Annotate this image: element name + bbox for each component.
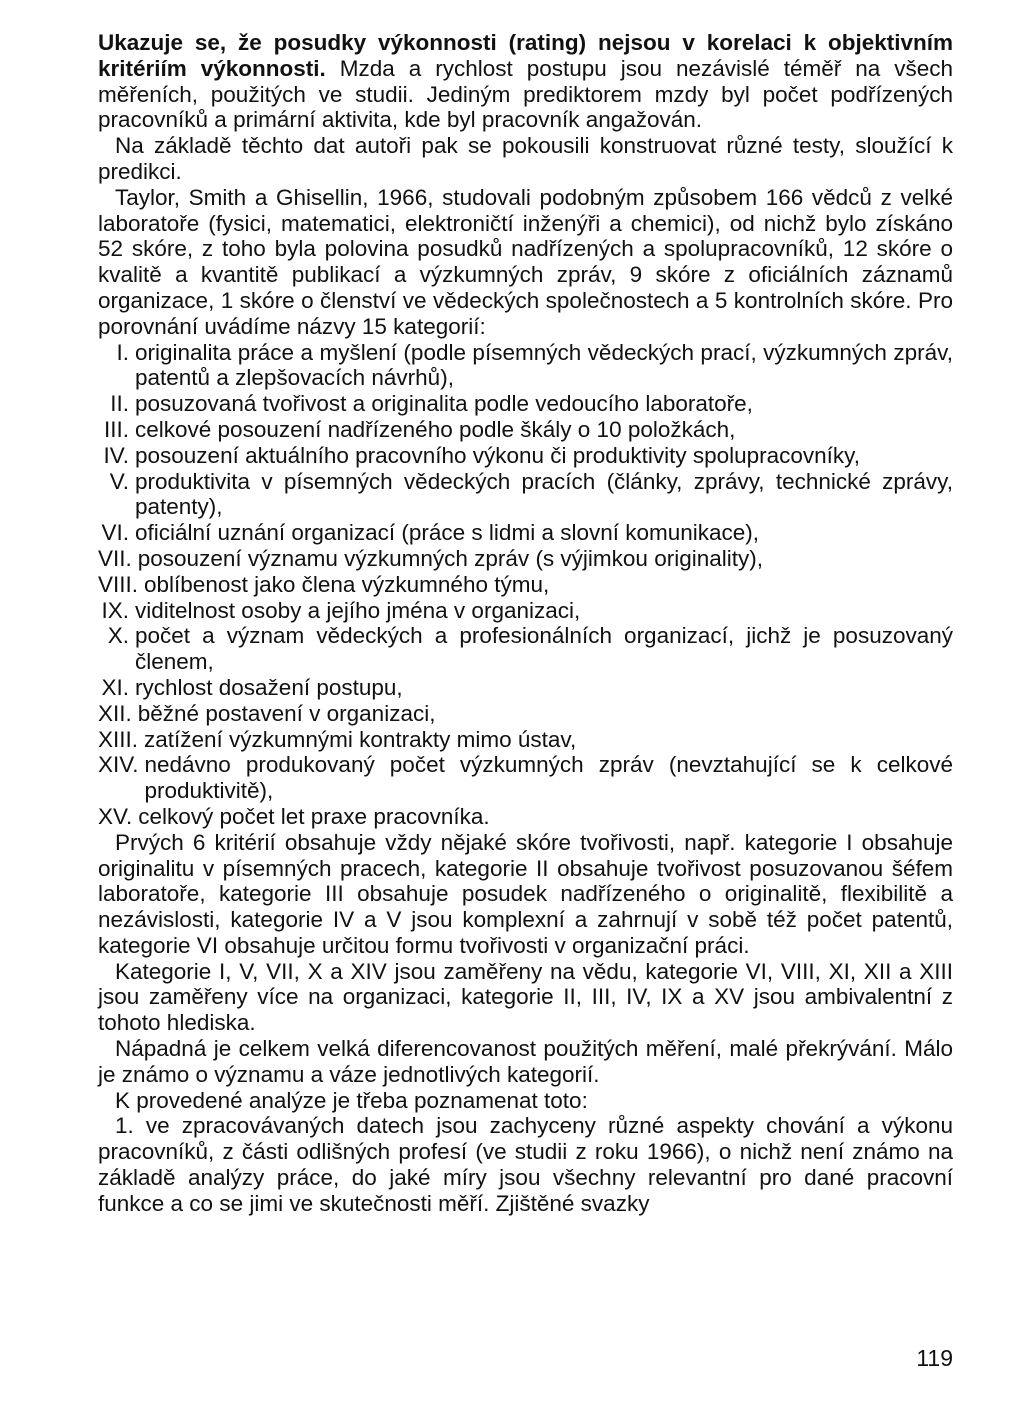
category-number: XI.	[101, 674, 129, 700]
category-number: IV.	[103, 442, 129, 468]
category-number: XV.	[98, 803, 133, 829]
category-number: IX.	[101, 597, 129, 623]
category-item	[98, 443, 953, 469]
paragraph-point-one: 1. ve zpracovávaných datech jsou zachyceny různé aspekty chování a výkonu pracovníků, z části odlišných profesí (ve studii z roku 1966), o nichž není známo na základě analýzy práce, do jaké míry jsou všechny relevantní pro dané pracovní funkce a co se jimi ve skutečnosti měří. Zjištěné svazky	[98, 1113, 953, 1216]
category-number: XII.	[98, 700, 132, 726]
category-number: VI.	[101, 520, 129, 546]
category-number: VII.	[98, 545, 132, 571]
category-text: počet a význam vědeckých a profesionálních organizací, jichž je posuzovaný členem,	[135, 623, 953, 675]
category-text: celkové posouzení nadřízeného podle škály o 10 položkách,	[135, 416, 736, 442]
category-number: I.	[116, 339, 129, 365]
category-text: rychlost dosažení postupu,	[135, 674, 403, 700]
category-item	[98, 546, 953, 572]
category-item	[98, 623, 953, 675]
category-item	[98, 752, 953, 804]
paragraph-category-groups: Kategorie I, V, VII, X a XIV jsou zaměřeny na vědu, kategorie VI, VIII, XI, XII a XIII jsou zaměřeny více na organizaci, kategorie II, III, IV, IX a XV jsou ambivalentní z tohoto hlediska.	[98, 958, 953, 1036]
category-list	[98, 340, 953, 830]
category-item	[98, 391, 953, 417]
category-text: nedávno produkovaný počet výzkumných zpráv (nevztahující se k celkové produktivitě),	[144, 752, 953, 804]
category-item	[98, 675, 953, 701]
category-text: oblíbenost jako člena výzkumného týmu,	[144, 571, 550, 597]
category-item	[98, 340, 953, 392]
paragraph-prediction: Na základě těchto dat autoři pak se pokousili konstruovat různé testy, sloužící k predikci.	[98, 133, 953, 184]
category-text: posouzení aktuálního pracovního výkonu či produktivity spolupracovníky,	[135, 442, 860, 468]
page-number: 119	[916, 1345, 953, 1371]
category-text: posouzení významu výzkumných zpráv (s výjimkou originality),	[137, 545, 763, 571]
page-text-block	[98, 30, 953, 1217]
category-number: III.	[103, 416, 129, 442]
category-number: XIV.	[98, 752, 139, 778]
category-item	[98, 598, 953, 624]
category-number: II.	[110, 391, 129, 417]
category-number: X.	[107, 623, 129, 649]
category-item	[98, 572, 953, 598]
category-item	[98, 727, 953, 753]
category-item	[98, 469, 953, 521]
category-text: posuzovaná tvořivost a originalita podle vedoucího laboratoře,	[135, 391, 753, 417]
category-item	[98, 520, 953, 546]
category-item	[98, 417, 953, 443]
category-text: celkový počet let praxe pracovníka.	[138, 803, 490, 829]
category-text: zatížení výzkumnými kontrakty mimo ústav,	[144, 726, 577, 752]
category-text: originalita práce a myšlení (podle písemných vědeckých prací, výzkumných zpráv, patentů a zlepšovacích návrhů),	[135, 339, 953, 391]
category-number: V.	[109, 468, 129, 494]
category-number: XIII.	[98, 726, 139, 752]
category-text: oficiální uznání organizací (práce s lidmi a slovní komunikace),	[135, 520, 760, 546]
paragraph-intro	[98, 30, 953, 133]
paragraph-taylor-study: Taylor, Smith a Ghisellin, 1966, studovali podobným způsobem 166 vědců z velké laboratoře (fysici, matematici, elektroničtí inženýři a chemici), od nichž bylo získáno 52 skóre, z toho byla polovina posudků nadřízených a spolupracovníků, 12 skóre o kvalitě a kvantitě publikací a výzkumných zpráv, 9 skóre z oficiálních záznamů organizace, 1 skóre o členství ve vědeckých společnostech a 5 kontrolních skóre. Pro porovnání uvádíme názvy 15 kategorií:	[98, 184, 953, 339]
category-text: běžné postavení v organizaci,	[137, 700, 436, 726]
intro-rest: Mzda a rychlost postupu jsou nezávislé téměř na všech měřeních, použitých ve studii. Jediným prediktorem mzdy byl počet podřízených pracovníků a primární aktivita, kde byl pracovník angažován.	[98, 55, 953, 133]
category-number: VIII.	[98, 571, 139, 597]
paragraph-analysis-notes: K provedené analýze je třeba poznamenat toto:	[115, 1087, 588, 1113]
bold-lead-sentence: Ukazuje se, že posudky výkonnosti (rating) nejsou v korelaci k objektivním kritériím výkonnosti.	[98, 30, 953, 81]
paragraph-differentiation: Nápadná je celkem velká diferencovanost použitých měření, malé překrývání. Málo je známo o významu a váze jednotlivých kategorií.	[98, 1036, 953, 1087]
category-text: viditelnost osoby a jejího jména v organizaci,	[135, 597, 581, 623]
paragraph-first-six: Prvých 6 kritérií obsahuje vždy nějaké skóre tvořivosti, např. kategorie I obsahuje originalitu v písemných pracech, kategorie II obsahuje tvořivost posuzovanou šéfem laboratoře, kategorie III obsahuje posudek nadřízeného o originalitě, flexibilitě a nezávislosti, kategorie IV a V jsou komplexní a zahrnují v sobě též počet patentů, kategorie VI obsahuje určitou formu tvořivosti v organizační práci.	[98, 829, 953, 958]
category-item	[98, 701, 953, 727]
category-text: produktivita v písemných vědeckých pracích (články, zprávy, technické zprávy, patenty),	[135, 468, 953, 520]
category-item	[98, 804, 953, 830]
